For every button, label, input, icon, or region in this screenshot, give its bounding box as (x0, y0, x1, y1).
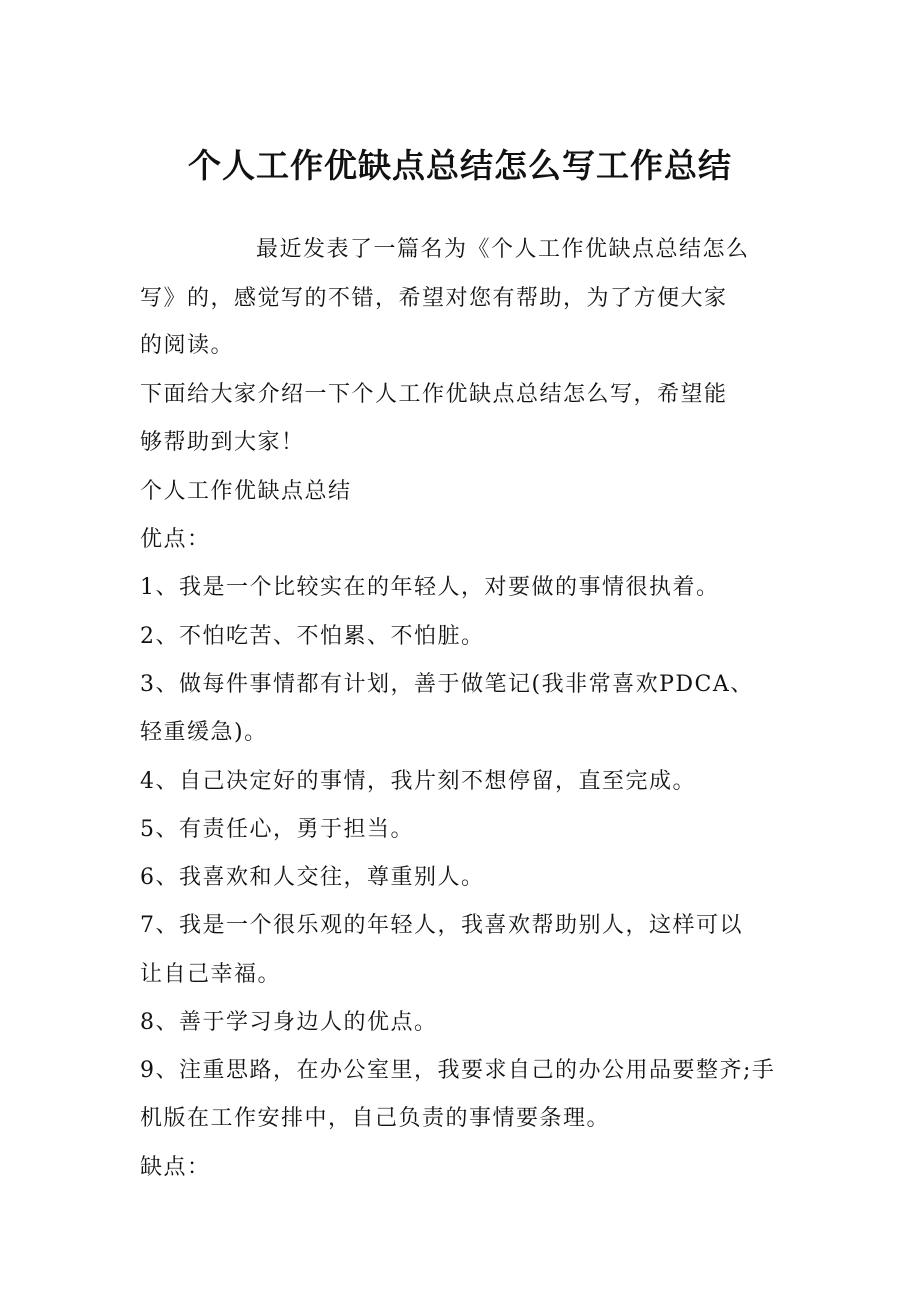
strengths-heading: 优点： (140, 527, 211, 552)
strength-item: 5、有责任心，勇于担当。 (140, 817, 414, 842)
strength-item: 让自己幸福。 (140, 962, 282, 987)
intro-line: 够帮助到大家！ (140, 430, 305, 455)
strength-item: 3、做每件事情都有计划，善于做笔记(我非常喜欢PDCA、 (140, 672, 754, 697)
strength-item: 1、我是一个比较实在的年轻人，对要做的事情很执着。 (140, 575, 720, 600)
strength-item: 2、不怕吃苦、不怕累、不怕脏。 (140, 624, 485, 649)
intro-line: 的阅读。 (140, 333, 235, 358)
strength-item: 6、我喜欢和人交往，尊重别人。 (140, 865, 485, 890)
section-heading: 个人工作优缺点总结 (140, 479, 352, 504)
intro-line: 最近发表了一篇名为《个人工作优缺点总结怎么 (256, 237, 750, 262)
strength-item: 8、善于学习身边人的优点。 (140, 1010, 438, 1035)
page-title: 个人工作优缺点总结怎么写工作总结 (188, 146, 732, 185)
strength-item: 轻重缓急)。 (140, 720, 268, 745)
intro-line: 写》的，感觉写的不错，希望对您有帮助，为了方便大家 (140, 286, 728, 311)
strength-item: 机版在工作安排中，自己负责的事情要条理。 (140, 1106, 611, 1131)
strength-item: 4、自己决定好的事情，我片刻不想停留，直至完成。 (140, 769, 696, 794)
intro-line: 下面给大家介绍一下个人工作优缺点总结怎么写，希望能 (140, 382, 728, 407)
strength-item: 7、我是一个很乐观的年轻人，我喜欢帮助别人，这样可以 (140, 913, 743, 938)
weaknesses-heading: 缺点： (140, 1155, 211, 1180)
strength-item: 9、注重思路，在办公室里，我要求自己的办公用品要整齐;手 (140, 1058, 776, 1083)
